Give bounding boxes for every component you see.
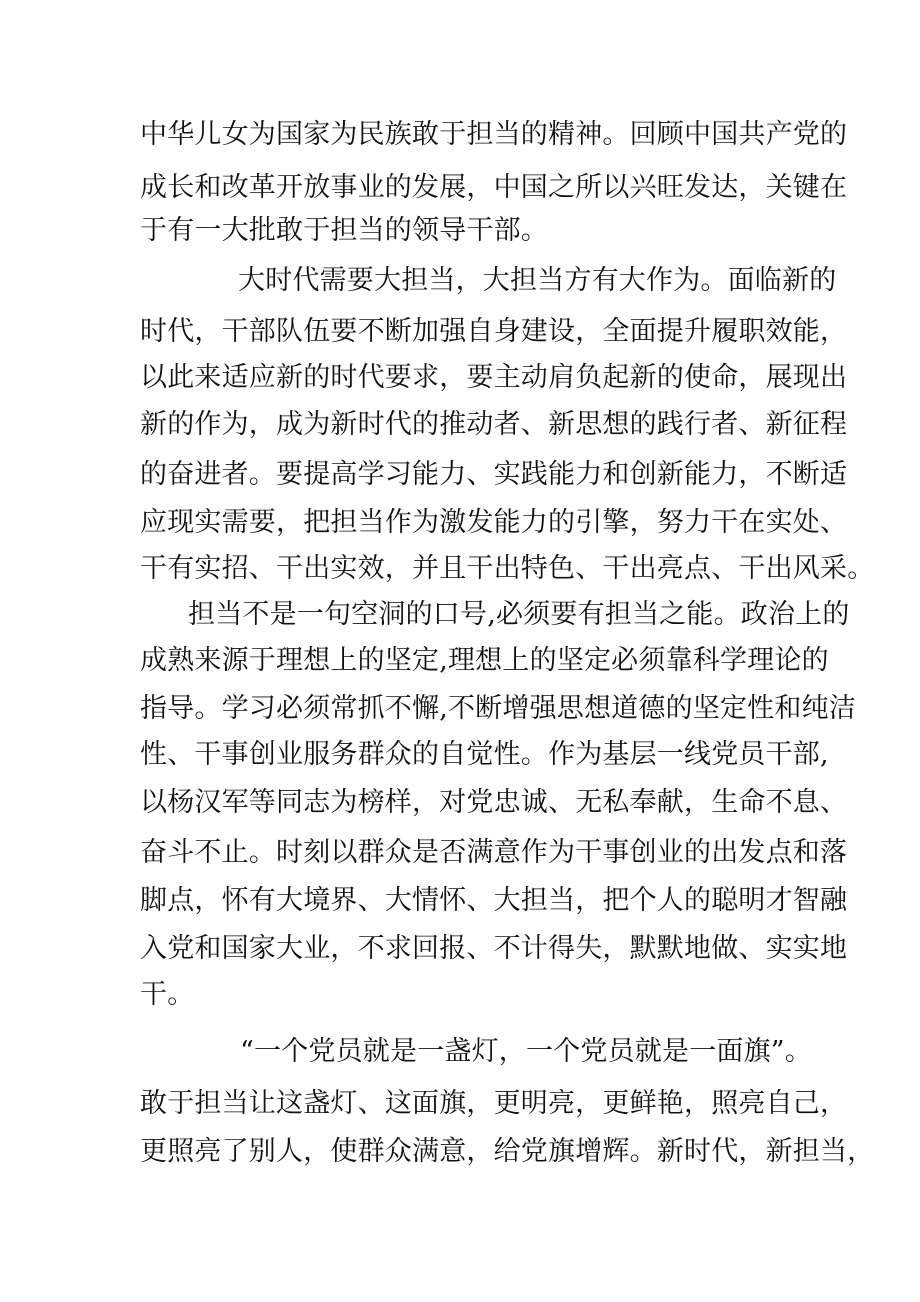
text-line: 新的作为，成为新时代的推动者、新思想的践行者、新征程 — [140, 409, 848, 440]
text-line: 更照亮了别人，使群众满意，给党旗增辉。新时代，新担当， — [140, 1136, 875, 1167]
text-line: 敢于担当让这盏灯、这面旗，更明亮，更鲜艳，照亮自己， — [140, 1088, 848, 1119]
text-line: 的奋进者。要提高学习能力、实践能力和创新能力，不断适 — [140, 459, 848, 490]
text-line: 脚点，怀有大境界、大情怀、大担当，把个人的聪明才智融 — [140, 885, 848, 916]
text-line: 于有一大批敢于担当的领导干部。 — [140, 215, 548, 246]
text-line: 应现实需要，把担当作为激发能力的引擎，努力干在实处、 — [140, 507, 848, 538]
text-line: 成长和改革开放事业的发展，中国之所以兴旺发达，关键在 — [140, 172, 848, 203]
text-line: 以此来适应新的时代要求，要主动肩负起新的使命，展现出 — [140, 362, 848, 393]
text-line: 成熟来源于理想上的坚定,理想上的坚定必须靠科学理论的 — [140, 645, 829, 676]
text-line: 指导。学习必须常抓不懈,不断增强思想道德的坚定性和纯洁 — [140, 693, 856, 724]
text-line: 性、干事创业服务群众的自觉性。作为基层一线党员干部, — [140, 739, 829, 770]
text-line: 中华儿女为国家为民族敢于担当的精神。回顾中国共产党的 — [140, 119, 848, 150]
text-line: 奋斗不止。时刻以群众是否满意作为干事创业的出发点和落 — [140, 837, 848, 868]
text-line: 入党和国家大业，不求回报、不计得失，默默地做、实实地 — [140, 933, 848, 964]
text-line: 时代，干部队伍要不断加强自身建设，全面提升履职效能， — [140, 316, 848, 347]
text-line: 干有实招、干出实效，并且干出特色、干出亮点、干出风采。 — [140, 553, 875, 584]
paragraph-start-line: 担当不是一句空洞的口号,必须要有担当之能。政治上的 — [188, 599, 850, 630]
text-line: 以杨汉军等同志为榜样，对党忠诚、无私奉献，生命不息、 — [140, 787, 848, 818]
paragraph-start-line: 大时代需要大担当，大担当方有大作为。面临新的 — [238, 265, 837, 296]
paragraph-start-line: “一个党员就是一盏灯，一个党员就是一面旗”。 — [240, 1036, 813, 1067]
text-line: 干。 — [140, 979, 195, 1010]
